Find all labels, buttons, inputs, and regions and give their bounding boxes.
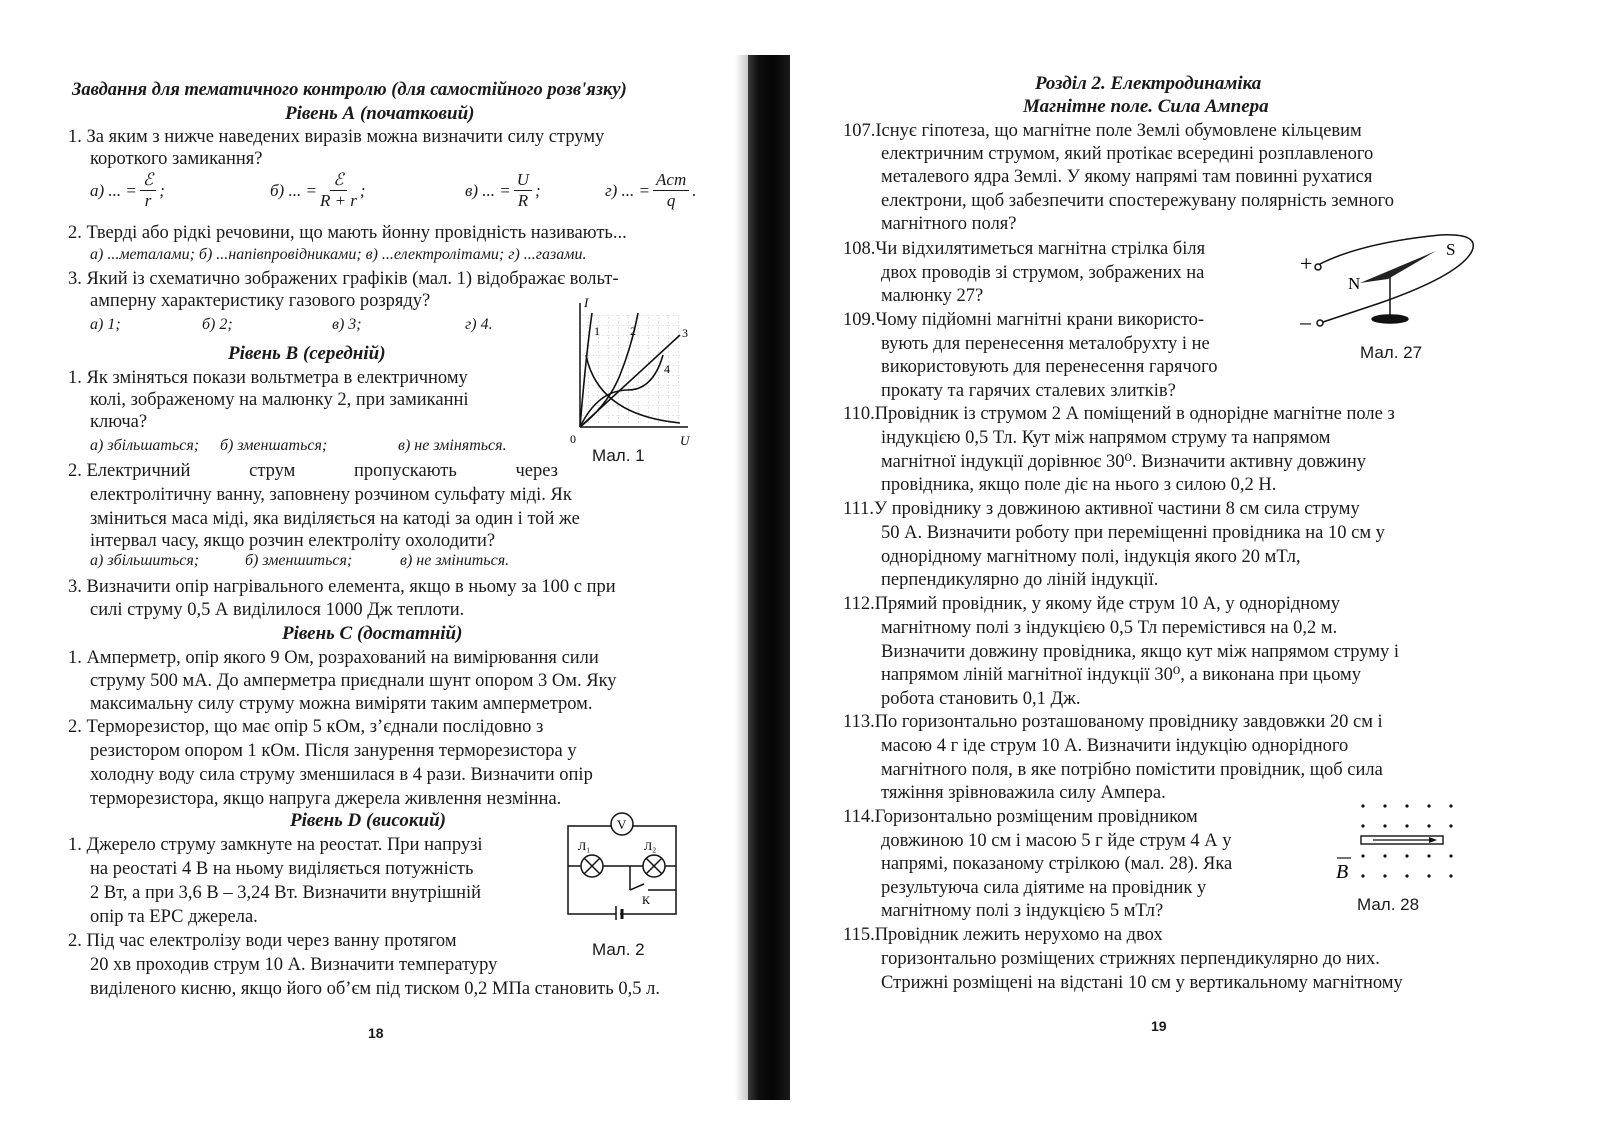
level-c-heading: Рівень С (достатній) xyxy=(282,623,463,644)
level-a-heading: Рівень А (початковий) xyxy=(285,103,475,124)
d2-line-1: 2. Під час електролізу води через ванну протягом xyxy=(68,931,457,951)
b3-line-1: 3. Визначити опір нагрівального елемента, якщо в ньому за 100 с при xyxy=(68,577,616,597)
d1-line-1: 1. Джерело струму замкнуте на реостат. При напрузі xyxy=(68,835,483,855)
lamp-2-label: Л₂ xyxy=(644,839,657,853)
p107-line-3: металевого ядра Землі. У якому напрямі там повинні рухатися xyxy=(881,167,1373,187)
page-number-right: 19 xyxy=(1151,1018,1167,1034)
needle-south-label: S xyxy=(1446,240,1456,259)
formula-b: б) ... = $\frac{\text{ℰ}}{R + r}$ ; xyxy=(270,170,366,210)
p112-line-2: магнітному полі з індукцією 0,5 Тл перемістився на 0,2 м. xyxy=(881,618,1338,638)
book-spine xyxy=(748,55,790,1100)
right-page xyxy=(843,0,1510,1133)
section-title: Розділ 2. Електродинаміка xyxy=(1035,73,1262,94)
p109-line-2: вують для перенесення металобрухту і не xyxy=(881,334,1210,354)
p109-line-4: прокату та гарячих сталевих злитків? xyxy=(881,381,1176,401)
p111-line-3: однорідному магнітному полі, індукція якого 20 мТл, xyxy=(881,547,1301,567)
b2-line-2: електролітичну ванну, заповнену розчином сульфату міді. Як xyxy=(90,485,572,505)
p107-line-2: електричним струмом, який протікає всередині розплавленого xyxy=(881,144,1374,164)
a2-options: а) ...металами; б) ...напівпровідниками; в) ...електролітами; г) ...газами. xyxy=(90,246,587,263)
formula-c: в) ... = $\frac{U}{R}$ ; xyxy=(465,170,541,210)
voltmeter-label: V xyxy=(617,817,627,832)
c2-line-4: терморезистора, якщо напруга джерела живлення незмінна. xyxy=(90,789,562,809)
p109-line-1: 109.Чому підйомні магнітні крани використо- xyxy=(843,310,1205,330)
d2-line-2: 20 хв проходив струм 10 А. Визначити температуру xyxy=(90,955,498,975)
figure-27-caption: Мал. 27 xyxy=(1360,343,1423,362)
d1-line-4: опір та ЕРС джерела. xyxy=(90,907,258,927)
p107-line-5: магнітного поля? xyxy=(881,214,1017,234)
b1-line-1: 1. Як зміняться покази вольтметра в електричному xyxy=(68,368,468,388)
b2-line-3: зміниться маса міді, яка виділяється на катоді за один і той же xyxy=(90,509,580,529)
page-number-left: 18 xyxy=(368,1025,384,1041)
p113-line-4: тяжіння зрівноважила силу Ампера. xyxy=(881,783,1166,803)
needle-north-label: N xyxy=(1348,274,1361,293)
p111-line-2: 50 А. Визначити роботу при переміщенні провідника на 10 см у xyxy=(881,523,1385,543)
a3-option-1: а) 1; xyxy=(90,316,121,333)
a1-line-2: короткого замикання? xyxy=(90,149,263,169)
a3-option-4: г) 4. xyxy=(465,316,493,333)
a2-line-1: 2. Тверді або рідкі речовини, що мають йонну провідність називають... xyxy=(68,223,627,243)
formula-a: а) ... = $\frac{\text{ℰ}}{r}$ ; xyxy=(90,170,165,210)
curve-label-4: 4 xyxy=(664,362,670,376)
c1-line-2: струму 500 мА. До амперметра приєднали шунт опором 3 Ом. Яку xyxy=(90,671,617,691)
c1-line-1: 1. Амперметр, опір якого 9 Ом, розрахований на вимірювання сили xyxy=(68,648,599,668)
c2-line-3: холодну воду сила струму зменшилася в 4 рази. Визначити опір xyxy=(90,765,593,785)
a3-line-1: 3. Який із схематично зображених графіків (мал. 1) відображає вольт- xyxy=(68,269,619,289)
p111-line-4: перпендикулярно до ліній індукції. xyxy=(881,570,1159,590)
b2-option-1: а) збільшиться; xyxy=(90,552,200,569)
d1-line-3: 2 Вт, а при 3,6 В – 3,24 Вт. Визначити внутрішній xyxy=(90,883,482,903)
b1-option-2: б) зменшаться; xyxy=(220,437,328,454)
b1-line-3: ключа? xyxy=(90,412,148,432)
b2-line-1: 2. Електричний струм пропускають через xyxy=(68,461,558,481)
topic-title: Магнітне поле. Сила Ампера xyxy=(1023,96,1269,117)
switch-label: К xyxy=(642,893,651,907)
figure-1-caption: Мал. 1 xyxy=(592,446,645,465)
d1-line-2: на реостаті 4 В на ньому виділяється потужність xyxy=(90,859,474,879)
p108-line-3: малюнку 27? xyxy=(881,286,984,306)
figure-1-graph xyxy=(568,295,698,460)
origin-label: 0 xyxy=(570,432,576,446)
y-axis-label: I xyxy=(584,295,589,310)
a1-line-1: 1. За яким з нижче наведених виразів можна визначити силу струму xyxy=(68,127,605,147)
p115-line-2: горизонтально розміщених стрижнях перпендикулярно до них. xyxy=(881,949,1380,969)
p110-line-4: провідника, якщо поле діє на нього з силою 0,2 Н. xyxy=(881,475,1277,495)
p112-line-5: робота становить 0,1 Дж. xyxy=(881,689,1081,709)
p110-line-1: 110.Провідник із струмом 2 А поміщений в однорідне магнітне поле з xyxy=(843,404,1395,424)
curve-label-2: 2 xyxy=(630,324,636,338)
p115-line-3: Стрижні розміщені на відстані 10 см у вертикальному магнітному xyxy=(881,973,1403,993)
level-d-heading: Рівень D (високий) xyxy=(290,810,446,831)
p113-line-1: 113.По горизонтально розташованому провіднику завдовжки 20 см і xyxy=(843,712,1383,732)
figure-2-circuit xyxy=(564,808,680,920)
p110-line-2: індукцією 0,5 Тл. Кут між напрямом струму та напрямом xyxy=(881,428,1331,448)
c2-line-1: 2. Терморезистор, що має опір 5 кОм, з’єднали послідовно з xyxy=(68,717,544,737)
curve-label-1: 1 xyxy=(594,324,600,338)
p112-line-3: Визначити довжину провідника, якщо кут між напрямом струму і xyxy=(881,642,1399,662)
level-b-heading: Рівень В (середній) xyxy=(228,343,386,364)
b1-option-1: а) збільшаться; xyxy=(90,437,200,454)
p109-line-3: використовують для перенесення гарячого xyxy=(881,357,1218,377)
p114-line-5: магнітному полі з індукцією 5 мТл? xyxy=(881,901,1164,921)
needle-base xyxy=(1372,315,1408,323)
figure-27-diagram xyxy=(1300,225,1490,340)
b2-option-3: в) не зміниться. xyxy=(400,552,510,569)
p108-line-2: двох проводів зі струмом, зображених на xyxy=(881,263,1205,283)
figure-28-diagram xyxy=(1333,798,1463,888)
p110-line-3: магнітної індукції дорівнює 30⁰. Визначити активну довжину xyxy=(881,452,1367,472)
tasks-title: Завдання для тематичного контролю (для самостійного розв'язку) xyxy=(72,80,627,100)
figure-2-caption: Мал. 2 xyxy=(592,940,645,959)
b1-option-3: в) не зміняться. xyxy=(398,437,507,454)
b2-line-4: інтервал часу, якщо розчин електроліту охолодити? xyxy=(90,531,496,551)
c2-line-2: резистором опором 1 кОм. Після занурення терморезистора у xyxy=(90,741,577,761)
switch-k-symbol xyxy=(630,884,644,890)
b1-line-2: колі, зображеному на малюнку 2, при замиканні xyxy=(90,390,469,410)
p114-line-2: довжиною 10 см і масою 5 г йде струм 4 А у xyxy=(881,831,1232,851)
p113-line-3: магнітного поля, в яке потрібно помістити провідник, щоб сила xyxy=(881,760,1383,780)
magnetic-needle-icon xyxy=(1360,251,1436,283)
c1-line-3: максимальну силу струму можна виміряти таким амперметром. xyxy=(90,694,593,714)
figure-28-caption: Мал. 28 xyxy=(1357,895,1420,914)
a3-option-2: б) 2; xyxy=(202,316,233,333)
p115-line-1: 115.Провідник лежить нерухомо на двох xyxy=(843,925,1163,945)
b3-line-2: силі струму 0,5 А виділилося 1000 Дж теплоти. xyxy=(90,600,465,620)
p114-line-4: результуюча сила діятиме на провідник у xyxy=(881,878,1207,898)
p114-line-3: напрямі, показаному стрілкою (мал. 28). Яка xyxy=(881,854,1233,874)
curve-label-3: 3 xyxy=(682,326,688,340)
formula-d: г) ... = $\frac{\text{Aст}}{q}$ . xyxy=(605,170,697,210)
d2-line-3: виділеного кисню, якщо його об’єм під тиском 0,2 МПа становить 0,5 л. xyxy=(90,979,660,999)
plus-terminal-label: + xyxy=(1300,251,1313,276)
x-axis-label: U xyxy=(680,433,690,448)
a3-option-3: в) 3; xyxy=(332,316,362,333)
p113-line-2: масою 4 г іде струм 10 А. Визначити індукцію однорідного xyxy=(881,736,1349,756)
a3-line-2: амперну характеристику газового розряду? xyxy=(90,291,431,311)
p112-line-4: напрямом ліній магнітної індукції 30⁰, а виконана при цьому xyxy=(881,665,1361,685)
p107-line-4: електрони, щоб забезпечити спостережувану полярність земного xyxy=(881,191,1395,211)
p114-line-1: 114.Горизонтально розміщеним провідником xyxy=(843,807,1198,827)
lamp-1-label: Л₁ xyxy=(578,839,591,853)
p111-line-1: 111.У провіднику з довжиною активної частини 8 см сила струму xyxy=(843,499,1360,519)
field-vector-label: B xyxy=(1336,861,1349,883)
left-page xyxy=(60,0,720,1133)
b2-option-2: б) зменшиться; xyxy=(245,552,353,569)
minus-terminal-label: – xyxy=(1300,309,1311,334)
p107-line-1: 107.Існує гіпотеза, що магнітне поле Землі обумовлене кільцевим xyxy=(843,121,1362,141)
p108-line-1: 108.Чи відхилятиметься магнітна стрілка біля xyxy=(843,239,1206,259)
p112-line-1: 112.Прямий провідник, у якому йде струм 10 А, у однорідному xyxy=(843,594,1341,614)
